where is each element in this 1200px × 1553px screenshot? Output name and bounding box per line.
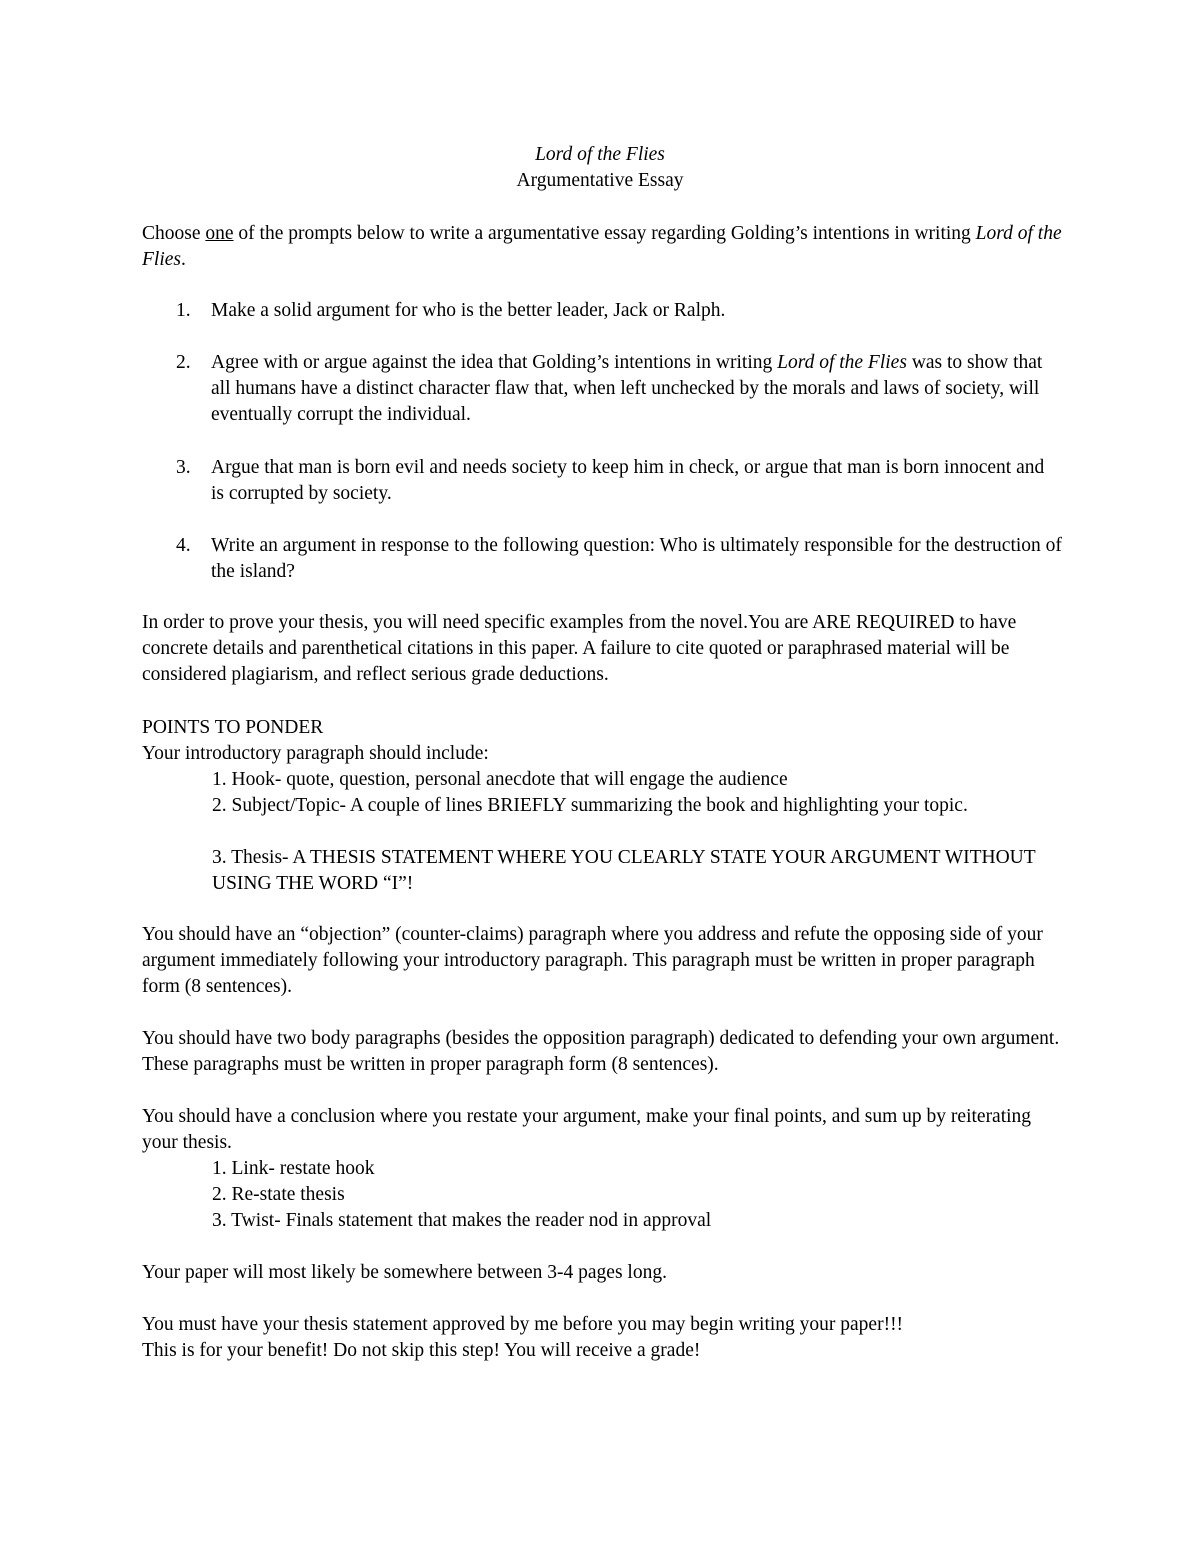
body-paragraphs-paragraph: You should have two body paragraphs (besides the opposition paragraph) dedicated to defending your own argument. These paragraphs must be written in proper paragraph form (8 sentences). [142, 1028, 1060, 1075]
prompt-number: 3. [176, 457, 191, 478]
prompt-text [211, 350, 1062, 428]
intro-text-1: Choose [142, 223, 206, 244]
conclusion-item-twist: 3. Twist- Finals statement that makes the reader nod in approval [212, 1210, 712, 1231]
length-paragraph: Your paper will most likely be somewhere between 3-4 pages long. [142, 1262, 667, 1283]
points-to-ponder-heading: POINTS TO PONDER [142, 717, 324, 738]
intro-underlined-word: one [205, 223, 234, 244]
conclusion-item-link: 1. Link- restate hook [212, 1158, 375, 1179]
intro-book-title: Lord of the Flies [142, 223, 1062, 270]
prompt-text: Write an argument in response to the following question: Who is ultimately responsible for the destruction of the island? [211, 535, 1062, 582]
prompt-number: 2. [176, 352, 191, 373]
approval-line-1: You must have your thesis statement approved by me before you may begin writing your paper!!! [142, 1314, 904, 1335]
prompt-text-b: was to show that all humans have a distinct character flaw that, when left unchecked by the morals and laws of society, will eventually corrupt the individual. [211, 352, 1043, 425]
document-subtitle: Argumentative Essay [516, 170, 684, 191]
prompt-book-title: Lord of the Flies [777, 352, 907, 373]
approval-line-2: This is for your benefit! Do not skip this step! You will receive a grade! [142, 1340, 701, 1361]
objection-paragraph: You should have an “objection” (counter-claims) paragraph where you address and refute the opposing side of your argument immediately following your introductory paragraph. This paragraph must be written in proper paragraph form (8 sentences). [142, 924, 1043, 997]
ponder-item-subject: 2. Subject/Topic- A couple of lines BRIEFLY summarizing the book and highlighting your topic. [212, 795, 968, 816]
ponder-item-hook: 1. Hook- quote, question, personal anecdote that will engage the audience [212, 769, 788, 790]
conclusion-paragraph: You should have a conclusion where you restate your argument, make your final points, and sum up by reiterating your thesis. [142, 1106, 1032, 1153]
intro-text-3: . [181, 249, 186, 270]
intro-paragraph [142, 221, 1062, 273]
conclusion-item-restate: 2. Re-state thesis [212, 1184, 345, 1205]
prompt-text-a: Agree with or argue against the idea that Golding’s intentions in writing [211, 352, 778, 373]
prompt-number: 1. [176, 300, 191, 321]
document-title: Lord of the Flies [535, 144, 665, 165]
thesis-requirements-paragraph: In order to prove your thesis, you will need specific examples from the novel.You are ARE REQUIRED to have concrete details and parenthetical citations in this paper. A failure to cite quoted or paraphrased material will be considered plagiarism, and reflect serious grade deductions. [142, 612, 1017, 685]
prompt-number: 4. [176, 535, 191, 556]
prompt-text: Make a solid argument for who is the better leader, Jack or Ralph. [211, 300, 726, 321]
title-block [0, 142, 1200, 194]
intro-paragraph-requirements: Your introductory paragraph should include: [142, 743, 489, 764]
ponder-item-thesis: 3. Thesis- A THESIS STATEMENT WHERE YOU CLEARLY STATE YOUR ARGUMENT WITHOUT USING THE WORD “I”! [212, 847, 1036, 894]
intro-text-2: of the prompts below to write a argumentative essay regarding Golding’s intentions in writing [233, 223, 976, 244]
prompt-text: Argue that man is born evil and needs society to keep him in check, or argue that man is born innocent and is corrupted by society. [211, 457, 1045, 504]
